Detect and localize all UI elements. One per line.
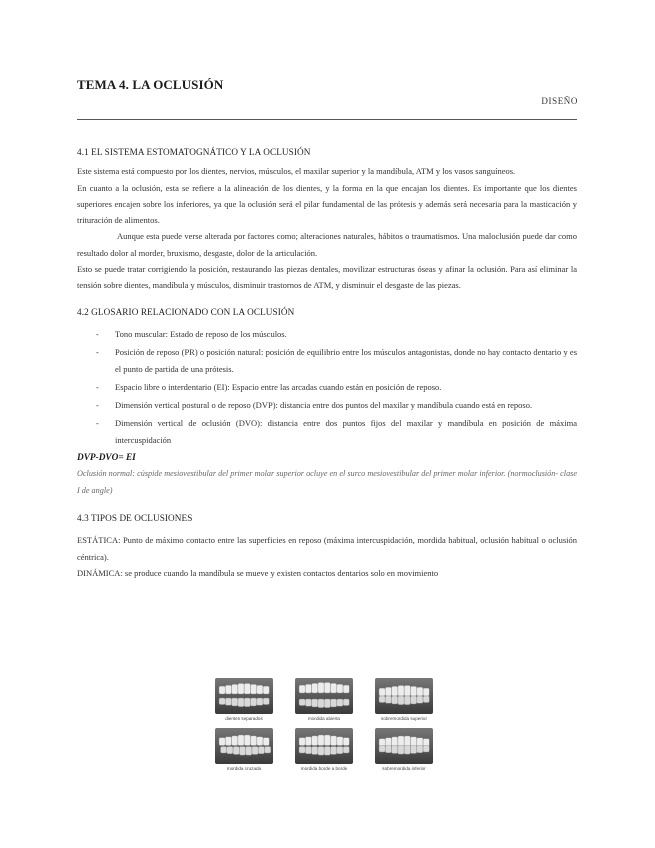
document-body bbox=[77, 144, 577, 581]
upper-tooth bbox=[343, 685, 349, 693]
upper-tooth bbox=[312, 683, 318, 693]
lower-tooth bbox=[392, 746, 398, 754]
upper-tooth bbox=[411, 737, 417, 747]
upper-tooth bbox=[244, 735, 250, 746]
upper-tooth bbox=[238, 683, 244, 694]
teeth-illustration bbox=[215, 728, 273, 764]
lower-tooth bbox=[318, 699, 324, 708]
lower-tooth bbox=[324, 699, 330, 708]
teeth-photo bbox=[215, 728, 273, 764]
upper-tooth bbox=[337, 684, 343, 693]
figure-caption: mordida borde a borde bbox=[300, 766, 348, 771]
teeth-illustration bbox=[295, 678, 353, 714]
lower-tooth bbox=[385, 696, 391, 703]
lower-tooth bbox=[246, 747, 252, 756]
teeth-photo bbox=[375, 728, 433, 764]
bullet-dash: - bbox=[96, 347, 99, 358]
lower-tooth bbox=[343, 747, 349, 754]
teeth-photo bbox=[295, 678, 353, 714]
list-item-text: Posición de reposo (PR) o posición natural: posición de equilibrio entre los músculos antagonistas, donde no hay contacto dentario y es el punto de partida de una prótesis. bbox=[115, 347, 577, 374]
bullet-dash: - bbox=[96, 418, 99, 429]
teeth-illustration bbox=[215, 678, 273, 714]
upper-tooth bbox=[263, 738, 269, 746]
lower-tooth bbox=[417, 696, 423, 703]
teeth-photo bbox=[215, 678, 273, 714]
header-divider bbox=[77, 119, 577, 120]
page-title: TEMA 4. LA OCLUSIÓN bbox=[77, 77, 224, 92]
upper-tooth bbox=[385, 738, 391, 747]
list-item bbox=[77, 415, 577, 448]
lower-tooth bbox=[324, 747, 330, 756]
paragraph: Aunque esta puede verse alterada por factores como; alteraciones naturales, hábitos o traumatismos. Una maloclusión puede dar como resultado dolor al morder, bruxismo, desgaste, dolor de la articulación. bbox=[77, 231, 577, 258]
section-heading-4-1: 4.1 EL SISTEMA ESTOMATOGNÁTICO Y LA OCLUSIÓN bbox=[77, 147, 311, 157]
upper-tooth bbox=[331, 736, 337, 746]
upper-tooth bbox=[343, 738, 349, 746]
upper-tooth bbox=[423, 688, 429, 696]
lower-tooth bbox=[312, 699, 318, 707]
upper-tooth bbox=[299, 738, 305, 746]
lower-tooth bbox=[343, 699, 349, 706]
lower-tooth bbox=[252, 747, 258, 755]
figure-caption: dientes separados bbox=[225, 716, 263, 721]
list-item-text: Tono muscular: Estado de reposo de los músculos. bbox=[115, 328, 287, 339]
upper-tooth bbox=[411, 686, 417, 696]
paragraph: Este sistema está compuesto por los dientes, nervios, músculos, el maxilar superior y la mandíbula, ATM y los vasos sanguíneos. bbox=[77, 166, 516, 177]
lower-tooth bbox=[337, 699, 343, 706]
lower-tooth bbox=[299, 699, 305, 706]
bullet-dash: - bbox=[96, 328, 99, 339]
paragraph: En cuanto a la oclusión, esta se refiere a la alineación de los dientes, y la forma en la que encajan los dientes. Es importante que los dientes superiores encajen sobre los inferiores, ya que la oclusión será el pilar fundamental de las prótesis y además será necesaria para la masticación y trituración de alimentos. bbox=[77, 182, 577, 226]
list-item-text: Dimensión vertical postural o de reposo (DVP): distancia entre dos puntos del maxilar y mandíbula cuando está en reposo. bbox=[115, 400, 533, 411]
normal-occlusion-note: Oclusión normal: cúspide mesiovestibular del primer molar superior ocluye en el surco mesiovestibular del primer molar inferior. (normoclusión- clase I de angle) bbox=[77, 469, 577, 495]
upper-tooth bbox=[398, 685, 404, 696]
lower-tooth bbox=[238, 698, 244, 707]
list-item bbox=[77, 379, 577, 395]
upper-tooth bbox=[238, 735, 244, 746]
list-item bbox=[77, 326, 577, 342]
lower-tooth bbox=[411, 696, 417, 704]
lower-tooth bbox=[331, 699, 337, 707]
upper-tooth bbox=[404, 736, 410, 747]
lower-tooth bbox=[417, 746, 423, 753]
upper-tooth bbox=[324, 735, 330, 746]
lower-tooth bbox=[258, 747, 264, 754]
figure-caption: mordida abierta bbox=[308, 716, 340, 721]
teeth-photo bbox=[375, 678, 433, 714]
upper-tooth bbox=[379, 688, 385, 696]
upper-tooth bbox=[417, 687, 423, 696]
upper-tooth bbox=[244, 683, 250, 694]
list-item-text: Espacio libre o interdentario (EI): Espacio entre las arcadas cuando están en posición de reposo. bbox=[115, 381, 442, 392]
upper-tooth bbox=[263, 686, 269, 694]
upper-tooth bbox=[225, 685, 231, 694]
lower-tooth bbox=[233, 747, 239, 755]
section-heading-4-2: 4.2 GLOSARIO RELACIONADO CON LA OCLUSIÓN bbox=[77, 306, 295, 317]
teeth-illustration bbox=[375, 728, 433, 764]
lower-tooth bbox=[423, 696, 429, 703]
lower-tooth bbox=[227, 747, 233, 754]
lower-tooth bbox=[411, 746, 417, 754]
lower-tooth bbox=[423, 746, 429, 753]
figure-caption: sobremordida inferior bbox=[382, 766, 426, 771]
upper-tooth bbox=[318, 735, 324, 746]
upper-tooth bbox=[324, 682, 330, 693]
upper-tooth bbox=[331, 683, 337, 693]
occlusion-figure bbox=[375, 728, 433, 771]
list-item bbox=[77, 344, 577, 377]
lower-tooth bbox=[239, 747, 245, 756]
paragraph: DINÁMICA: se produce cuando la mandíbula se mueve y existen contactos dentarios solo en movimiento bbox=[77, 567, 439, 578]
upper-tooth bbox=[251, 684, 257, 694]
lower-tooth bbox=[331, 747, 337, 755]
upper-tooth bbox=[417, 738, 423, 747]
teeth-photo bbox=[295, 728, 353, 764]
upper-tooth bbox=[392, 686, 398, 696]
paragraph: ESTÁTICA: Punto de máximo contacto entre las superficies en reposo (máxima intercuspidación, mordida habitual, oclusión habitual o oclusión céntrica). bbox=[77, 535, 577, 562]
occlusion-figure bbox=[215, 678, 273, 721]
upper-tooth bbox=[232, 684, 238, 694]
upper-tooth bbox=[404, 685, 410, 696]
upper-tooth bbox=[392, 737, 398, 747]
lower-tooth bbox=[312, 747, 318, 755]
lower-tooth bbox=[379, 696, 385, 703]
lower-tooth bbox=[221, 747, 227, 754]
section-heading-4-3: 4.3 TIPOS DE OCLUSIONES bbox=[77, 512, 193, 523]
figure-caption: sobremordida superior bbox=[381, 716, 427, 721]
upper-tooth bbox=[312, 736, 318, 746]
lower-tooth bbox=[398, 696, 404, 705]
lower-tooth bbox=[305, 747, 311, 754]
teeth-illustration bbox=[375, 678, 433, 714]
formula: DVP-DVO= EI bbox=[77, 453, 136, 464]
lower-tooth bbox=[225, 698, 231, 705]
upper-tooth bbox=[385, 687, 391, 696]
upper-tooth bbox=[225, 737, 231, 746]
glossary-list bbox=[77, 326, 577, 448]
upper-tooth bbox=[299, 685, 305, 693]
occlusion-figure bbox=[375, 678, 433, 721]
list-item-text: Dimensión vertical de oclusión (DVO): distancia entre dos puntos fijos del maxilar y mandíbula en posición de máxima intercuspidación bbox=[115, 418, 577, 445]
lower-tooth bbox=[392, 696, 398, 704]
occlusion-figure bbox=[295, 728, 353, 771]
occlusion-figure bbox=[215, 728, 273, 771]
upper-tooth bbox=[251, 736, 257, 746]
lower-tooth bbox=[398, 746, 404, 755]
lower-tooth bbox=[337, 747, 343, 754]
lower-tooth bbox=[404, 746, 410, 755]
occlusion-figure bbox=[295, 678, 353, 721]
teeth-illustration bbox=[295, 728, 353, 764]
upper-tooth bbox=[305, 737, 311, 746]
lower-tooth bbox=[379, 746, 385, 753]
upper-tooth bbox=[305, 684, 311, 693]
upper-tooth bbox=[337, 737, 343, 746]
lower-tooth bbox=[305, 699, 311, 706]
lower-tooth bbox=[219, 698, 225, 705]
upper-tooth bbox=[232, 736, 238, 746]
upper-tooth bbox=[219, 686, 225, 694]
lower-tooth bbox=[265, 747, 271, 754]
upper-tooth bbox=[219, 738, 225, 746]
upper-tooth bbox=[398, 736, 404, 747]
upper-tooth bbox=[257, 737, 263, 746]
figure-caption: mordida cruzada bbox=[226, 766, 262, 771]
bullet-dash: - bbox=[96, 381, 99, 392]
lower-tooth bbox=[263, 698, 269, 705]
lower-tooth bbox=[251, 698, 257, 706]
subject-label: DISEÑO bbox=[541, 96, 578, 106]
upper-tooth bbox=[257, 685, 263, 694]
list-item bbox=[77, 397, 577, 413]
lower-tooth bbox=[404, 696, 410, 705]
lower-tooth bbox=[299, 747, 305, 754]
bullet-dash: - bbox=[96, 400, 99, 411]
lower-tooth bbox=[244, 698, 250, 707]
lower-tooth bbox=[385, 746, 391, 753]
lower-tooth bbox=[318, 747, 324, 756]
lower-tooth bbox=[257, 698, 263, 705]
lower-tooth bbox=[232, 698, 238, 706]
paragraph: Esto se puede tratar corrigiendo la posición, restaurando las piezas dentales, movilizar estructuras óseas y afinar la oclusión. Para así eliminar la tensión sobre dientes, mandíbula y músculos, disminuir trastornos de ATM, y disminuir el desgaste de las piezas. bbox=[77, 264, 577, 291]
upper-tooth bbox=[318, 682, 324, 693]
